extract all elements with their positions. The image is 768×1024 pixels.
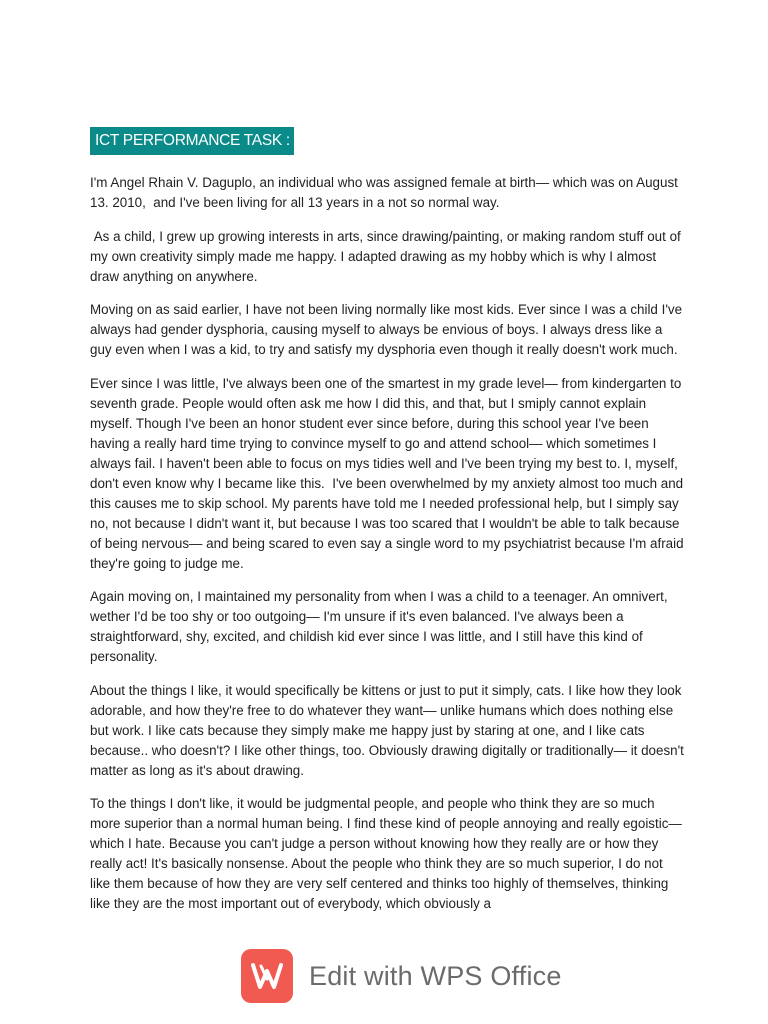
wps-office-icon	[241, 949, 293, 1003]
paragraph: Moving on as said earlier, I have not been living normally like most kids. Ever since I was a child I've always had gender dysphoria, causing myself to always be envious of boys. I always dress like a guy even when I was a kid, to try and satisfy my dysphoria even though it really doesn't work much.	[90, 302, 686, 357]
paragraph: I'm Angel Rhain V. Daguplo, an individual who was assigned female at birth— which was on August 13. 2010, and I've been living for all 13 years in a not so normal way.	[90, 175, 682, 210]
heading-container	[90, 127, 294, 155]
paragraph: About the things I like, it would specifically be kittens or just to put it simply, cats. I like how they look adorable, and how they're free to do whatever they want— unlike humans which does nothing else but work. I like cats because they simply make me happy just by staring at one, and I like cats because.. who doesn't? I like other things, too. Obviously drawing digitally or traditionally— it doesn't matter as long as it's about drawing.	[90, 682, 688, 778]
paragraph: Again moving on, I maintained my personality from when I was a child to a teenager. An omnivert, wether I'd be too shy or too outgoing— I'm unsure if it's even balanced. I've always been a straightforward, shy, excited, and childish kid ever since I was little, and I still have this kind of personality.	[90, 589, 672, 664]
document-heading: ICT PERFORMANCE TASK :	[90, 127, 294, 155]
paragraph: Ever since I was little, I've always been one of the smartest in my grade level— from kindergarten to seventh grade. People would often ask me how I did this, and that, but I smiply cannot explain myself. Though I've been an honor student ever since before, during this school year I've been having a really hard time trying to convince myself to go and attend school— which sometimes I always fail. I haven't been able to focus on mys tidies well and I've been trying my best to. I, myself, don't even know why I became like this. I've been overwhelmed by my anxiety almost too much and this causes me to skip school. My parents have told me I needed professional help, but I simply say no, not because I didn't want it, but because I was too scared that I wouldn't be able to talk because of being nervous— and being scared to even say a single word to my psychiatrist because I'm afraid they're going to judge me.	[90, 375, 688, 571]
paragraph: As a child, I grew up growing interests in arts, since drawing/painting, or making random stuff out of my own creativity simply made me happy. I adapted drawing as my hobby which is why I almost draw anything on anywhere.	[90, 228, 685, 284]
wps-w-glyph-icon	[250, 959, 284, 993]
paragraph: To the things I don't like, it would be judgmental people, and people who think they are so much more superior than a normal human being. I find these kind of people annoying and really egoistic— which I hate. Because you can't judge a person without knowing how they really are or how they really act! It's basically nonsense. About the people who think they are so much superior, I do not like them because of how they are very self centered and thinks too highly of themselves, thinking like they are the most important out of everybody, which obviously a	[90, 796, 686, 911]
edit-with-wps-label: Edit with WPS Office	[309, 960, 562, 991]
document-body	[90, 173, 686, 928]
edit-with-wps-banner[interactable]	[241, 949, 562, 1003]
